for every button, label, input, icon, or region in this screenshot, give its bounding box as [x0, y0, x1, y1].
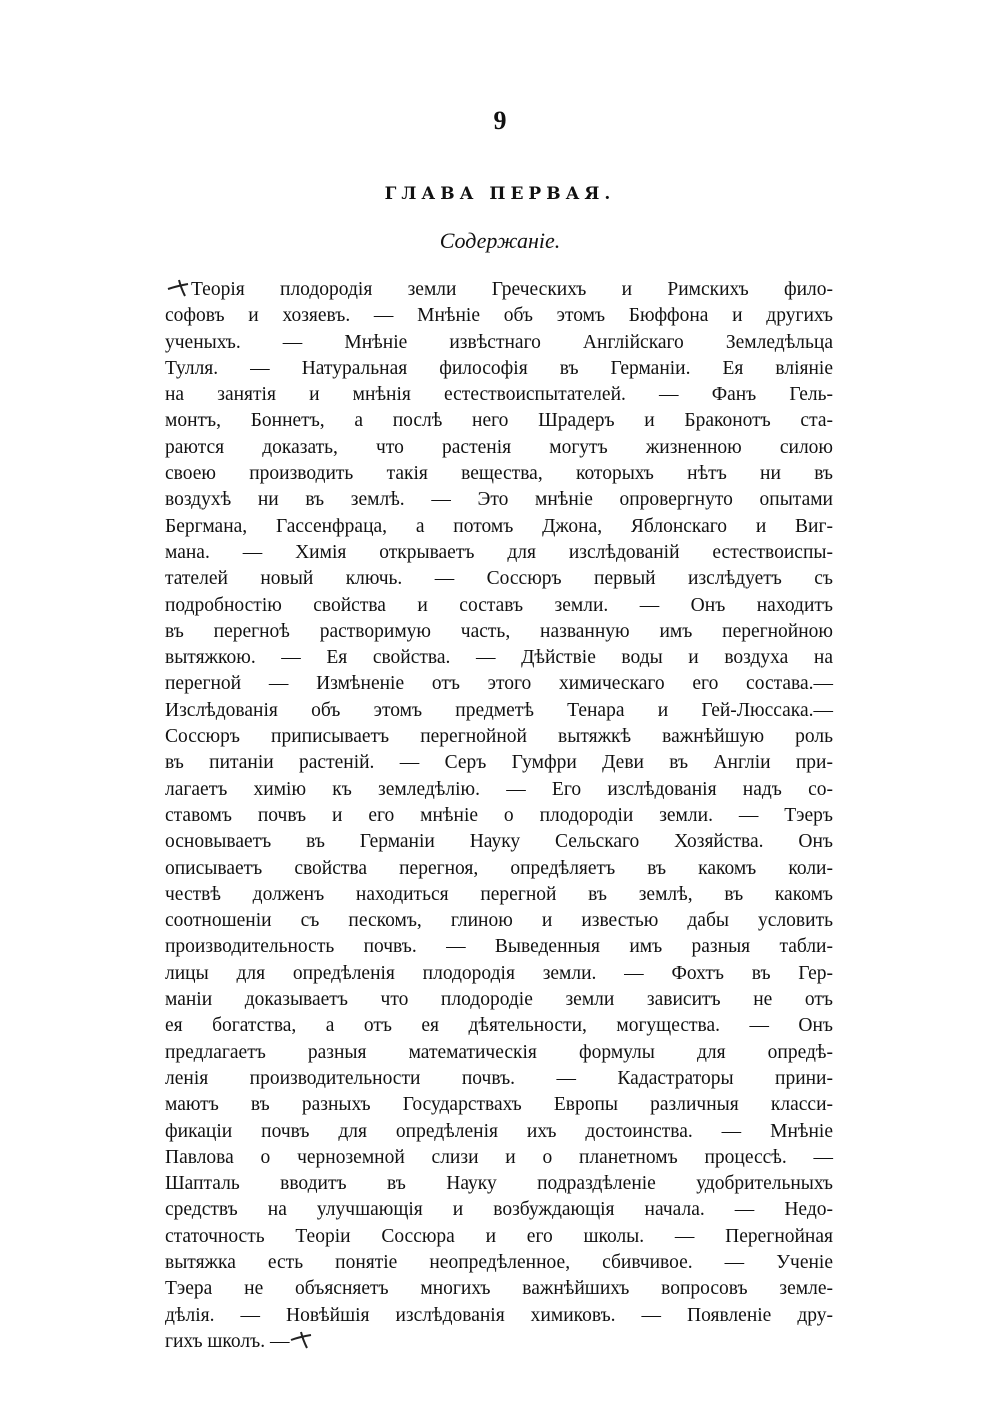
text-line: раются доказать, что растенія могутъ жизненною силою: [165, 436, 833, 458]
text-line: средствъ на улучшающія и возбуждающія начала. — Недо-: [165, 1199, 833, 1221]
text-line: маніи доказываетъ что плодородіе земли зависитъ не отъ: [165, 989, 833, 1011]
text-line: чествѣ долженъ находиться перегной въ землѣ, въ какомъ: [165, 883, 833, 905]
text-line: описываетъ свойства перегноя, опредѣляетъ въ какомъ коли-: [165, 857, 833, 879]
contents-paragraph: [165, 277, 833, 1355]
text-line: основываетъ въ Германіи Науку Сельскаго Хозяйства. Онъ: [165, 831, 833, 853]
text-line-content: Теорія плодородія земли Греческихъ и Римскихъ фило-: [191, 279, 833, 300]
text-line: статочность Теоріи Соссюра и его школы. — Перегнойная: [165, 1225, 833, 1247]
text-line: лагаетъ химію къ земледѣлію. — Его изслѣдованія надъ со-: [165, 778, 833, 800]
text-line: на занятія и мнѣнія естествоиспытателей. — Фанъ Гель-: [165, 384, 833, 406]
text-line: маютъ въ разныхъ Государствахъ Европы различныя класси-: [165, 1094, 833, 1116]
text-line: ея богатства, а отъ ея дѣятельности, могущества. — Онъ: [165, 1015, 833, 1037]
text-line: лицы для опредѣленія плодородія земли. — Фохтъ въ Гер-: [165, 962, 833, 984]
text-line: воздухѣ ни въ землѣ. — Это мнѣніе опровергнуто опытами: [165, 489, 833, 511]
text-line: Тулля. — Натуральная философія въ Германіи. Ея вліяніе: [165, 357, 833, 379]
text-line: предлагаетъ разныя математическія формулы для опредѣ-: [165, 1041, 833, 1063]
text-line: Соссюръ приписываетъ перегнойной вытяжкѣ важнѣйшую роль: [165, 726, 833, 748]
text-line: мана. — Химія открываетъ для изслѣдованій естествоиспы-: [165, 541, 833, 563]
text-line: софовъ и хозяевъ. — Мнѣніе объ этомъ Бюффона и другихъ: [165, 305, 833, 327]
text-line: производительность почвъ. — Выведенныя имъ разныя табли-: [165, 936, 833, 958]
text-line: тателей новый ключь. — Соссюръ первый изслѣдуетъ съ: [165, 568, 833, 590]
chapter-title: ГЛАВА ПЕРВАЯ.: [384, 184, 616, 204]
text-line: своею производить такія вещества, которыхъ нѣтъ ни въ: [165, 463, 833, 485]
text-line: монтъ, Боннетъ, а послѣ него Шрадеръ и Браконотъ ста-: [165, 410, 833, 432]
text-line: ученыхъ. — Мнѣніе извѣстнаго Англійскаго Земледѣльца: [165, 331, 833, 353]
text-line: фикаціи почвъ для опредѣленія ихъ достоинства. — Мнѣніе: [165, 1120, 833, 1142]
text-line: Тэера не объясняетъ многихъ важнѣйшихъ вопросовъ земле-: [165, 1278, 833, 1300]
text-line: Шапталь вводитъ въ Науку подраздѣленіе удобрительныхъ: [165, 1173, 833, 1195]
text-line: вытяжкою. — Ея свойства. — Дѣйствіе воды и воздуха на: [165, 647, 833, 669]
text-line: Бергмана, Гассенфраца, а потомъ Джона, Яблонскаго и Виг-: [165, 515, 833, 537]
text-line: [165, 277, 833, 303]
text-line: Павлова о черноземной слизи и о планетномъ процессѣ. —: [165, 1146, 833, 1168]
text-line: дѣлія. — Новѣйшія изслѣдованія химиковъ. — Появленіе дру-: [165, 1304, 833, 1326]
contents-heading: Содержаніе.: [439, 228, 561, 253]
text-line: Изслѣдованія объ этомъ предметѣ Тенара и Гей-Люссака.—: [165, 699, 833, 721]
handwritten-mark-icon: [289, 1330, 315, 1350]
text-line: вытяжка есть понятіе неопредѣленное, сбивчивое. — Ученіе: [165, 1251, 833, 1273]
text-line: въ перегноѣ растворимую часть, названную имъ перегнойною: [165, 620, 833, 642]
text-line: [165, 1329, 833, 1355]
text-line: въ питаніи растеній. — Серъ Гумфри Деви въ Англіи при-: [165, 752, 833, 774]
text-line-content: гихъ школъ. —: [165, 1330, 290, 1352]
text-line: ленія производительности почвъ. — Кадастраторы прини-: [165, 1067, 833, 1089]
page-number: 9: [493, 106, 507, 135]
text-line: соотношеніи съ пескомъ, глиною и известью дабы условить: [165, 910, 833, 932]
text-line: ставомъ почвъ и его мнѣніе о плодородіи земли. — Тэеръ: [165, 804, 833, 826]
text-line: перегной — Измѣненіе отъ этого химическаго его состава.—: [165, 673, 833, 695]
handwritten-mark-icon: [165, 278, 191, 298]
text-line: подробностію свойства и составъ земли. — Онъ находитъ: [165, 594, 833, 616]
